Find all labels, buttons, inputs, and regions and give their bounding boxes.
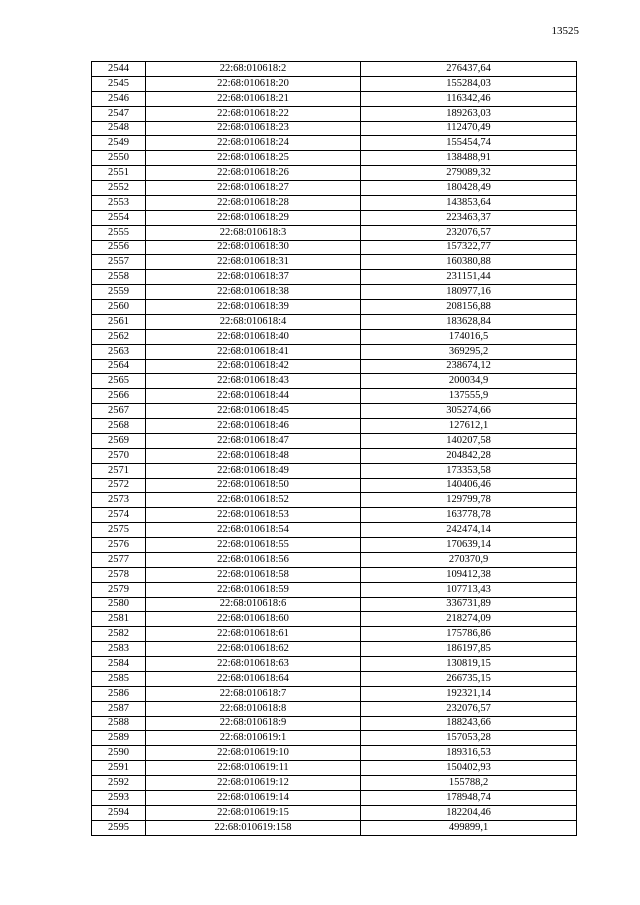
row-number-cell: 2548 xyxy=(92,121,146,136)
table-row xyxy=(92,508,577,523)
table-row xyxy=(92,166,577,181)
row-number-cell: 2550 xyxy=(92,151,146,166)
cadastral-value-cell: 208156,88 xyxy=(361,300,577,315)
row-number-cell: 2549 xyxy=(92,136,146,151)
row-number-cell: 2554 xyxy=(92,210,146,225)
row-number-cell: 2578 xyxy=(92,567,146,582)
cadastral-value-cell: 155788,2 xyxy=(361,776,577,791)
cadastral-value-cell: 160380,88 xyxy=(361,255,577,270)
cadastral-value-cell: 174016,5 xyxy=(361,329,577,344)
table-row xyxy=(92,538,577,553)
cadastral-value-cell: 150402,93 xyxy=(361,761,577,776)
cadastral-number-cell: 22:68:010618:41 xyxy=(146,344,361,359)
row-number-cell: 2574 xyxy=(92,508,146,523)
table-row xyxy=(92,91,577,106)
row-number-cell: 2589 xyxy=(92,731,146,746)
table-row xyxy=(92,686,577,701)
row-number-cell: 2581 xyxy=(92,612,146,627)
cadastral-number-cell: 22:68:010618:48 xyxy=(146,448,361,463)
row-number-cell: 2588 xyxy=(92,716,146,731)
cadastral-number-cell: 22:68:010618:29 xyxy=(146,210,361,225)
row-number-cell: 2553 xyxy=(92,195,146,210)
cadastral-value-cell: 499899,1 xyxy=(361,820,577,835)
cadastral-number-cell: 22:68:010619:158 xyxy=(146,820,361,835)
page-number: 13525 xyxy=(551,25,579,37)
cadastral-number-cell: 22:68:010619:15 xyxy=(146,805,361,820)
row-number-cell: 2565 xyxy=(92,374,146,389)
cadastral-number-cell: 22:68:010618:26 xyxy=(146,166,361,181)
table-row xyxy=(92,195,577,210)
table-row xyxy=(92,210,577,225)
cadastral-number-cell: 22:68:010618:9 xyxy=(146,716,361,731)
table-row xyxy=(92,552,577,567)
table-row xyxy=(92,136,577,151)
cadastral-number-cell: 22:68:010618:54 xyxy=(146,523,361,538)
row-number-cell: 2580 xyxy=(92,597,146,612)
row-number-cell: 2571 xyxy=(92,463,146,478)
table-body xyxy=(92,62,577,836)
row-number-cell: 2557 xyxy=(92,255,146,270)
cadastral-value-cell: 189316,53 xyxy=(361,746,577,761)
table-row xyxy=(92,314,577,329)
cadastral-value-cell: 270370,9 xyxy=(361,552,577,567)
cadastral-number-cell: 22:68:010618:50 xyxy=(146,478,361,493)
row-number-cell: 2560 xyxy=(92,300,146,315)
table-row xyxy=(92,627,577,642)
table-row xyxy=(92,478,577,493)
row-number-cell: 2572 xyxy=(92,478,146,493)
cadastral-number-cell: 22:68:010618:64 xyxy=(146,671,361,686)
cadastral-value-cell: 140207,58 xyxy=(361,433,577,448)
cadastral-value-cell: 189263,03 xyxy=(361,106,577,121)
row-number-cell: 2584 xyxy=(92,657,146,672)
cadastral-value-cell: 157053,28 xyxy=(361,731,577,746)
table-row xyxy=(92,790,577,805)
row-number-cell: 2579 xyxy=(92,582,146,597)
cadastral-value-cell: 137555,9 xyxy=(361,389,577,404)
cadastral-number-cell: 22:68:010618:27 xyxy=(146,181,361,196)
cadastral-number-cell: 22:68:010618:25 xyxy=(146,151,361,166)
cadastral-number-cell: 22:68:010618:55 xyxy=(146,538,361,553)
table-row xyxy=(92,612,577,627)
cadastral-number-cell: 22:68:010619:10 xyxy=(146,746,361,761)
cadastral-number-cell: 22:68:010618:37 xyxy=(146,270,361,285)
cadastral-number-cell: 22:68:010618:63 xyxy=(146,657,361,672)
table-row xyxy=(92,106,577,121)
cadastral-value-cell: 109412,38 xyxy=(361,567,577,582)
cadastral-number-cell: 22:68:010618:2 xyxy=(146,62,361,77)
cadastral-number-cell: 22:68:010618:46 xyxy=(146,419,361,434)
table-row xyxy=(92,716,577,731)
cadastral-value-cell: 231151,44 xyxy=(361,270,577,285)
table-row xyxy=(92,567,577,582)
table-row xyxy=(92,404,577,419)
row-number-cell: 2595 xyxy=(92,820,146,835)
cadastral-number-cell: 22:68:010618:47 xyxy=(146,433,361,448)
row-number-cell: 2562 xyxy=(92,329,146,344)
row-number-cell: 2547 xyxy=(92,106,146,121)
cadastral-value-cell: 143853,64 xyxy=(361,195,577,210)
cadastral-number-cell: 22:68:010618:52 xyxy=(146,493,361,508)
table-row xyxy=(92,776,577,791)
cadastral-value-cell: 157322,77 xyxy=(361,240,577,255)
row-number-cell: 2593 xyxy=(92,790,146,805)
cadastral-value-cell: 279089,32 xyxy=(361,166,577,181)
cadastral-number-cell: 22:68:010619:14 xyxy=(146,790,361,805)
row-number-cell: 2556 xyxy=(92,240,146,255)
cadastral-number-cell: 22:68:010618:30 xyxy=(146,240,361,255)
table-row xyxy=(92,805,577,820)
cadastral-number-cell: 22:68:010618:20 xyxy=(146,76,361,91)
table-row xyxy=(92,746,577,761)
cadastral-number-cell: 22:68:010618:56 xyxy=(146,552,361,567)
cadastral-number-cell: 22:68:010618:49 xyxy=(146,463,361,478)
table-row xyxy=(92,597,577,612)
cadastral-value-cell: 155284,03 xyxy=(361,76,577,91)
cadastral-value-cell: 180428,49 xyxy=(361,181,577,196)
row-number-cell: 2576 xyxy=(92,538,146,553)
cadastral-number-cell: 22:68:010618:7 xyxy=(146,686,361,701)
table-row xyxy=(92,62,577,77)
table-row xyxy=(92,419,577,434)
table-row xyxy=(92,76,577,91)
table-row xyxy=(92,463,577,478)
row-number-cell: 2546 xyxy=(92,91,146,106)
cadastral-number-cell: 22:68:010618:45 xyxy=(146,404,361,419)
row-number-cell: 2587 xyxy=(92,701,146,716)
row-number-cell: 2575 xyxy=(92,523,146,538)
cadastral-value-cell: 127612,1 xyxy=(361,419,577,434)
row-number-cell: 2590 xyxy=(92,746,146,761)
row-number-cell: 2561 xyxy=(92,314,146,329)
cadastral-number-cell: 22:68:010618:28 xyxy=(146,195,361,210)
cadastral-number-cell: 22:68:010619:11 xyxy=(146,761,361,776)
cadastral-value-cell: 180977,16 xyxy=(361,285,577,300)
row-number-cell: 2544 xyxy=(92,62,146,77)
table-row xyxy=(92,255,577,270)
cadastral-number-cell: 22:68:010618:42 xyxy=(146,359,361,374)
cadastral-value-cell: 140406,46 xyxy=(361,478,577,493)
cadastral-number-cell: 22:68:010618:43 xyxy=(146,374,361,389)
row-number-cell: 2592 xyxy=(92,776,146,791)
row-number-cell: 2558 xyxy=(92,270,146,285)
cadastral-value-cell: 192321,14 xyxy=(361,686,577,701)
cadastral-number-cell: 22:68:010618:60 xyxy=(146,612,361,627)
cadastral-value-cell: 112470,49 xyxy=(361,121,577,136)
cadastral-value-cell: 182204,46 xyxy=(361,805,577,820)
cadastral-value-cell: 183628,84 xyxy=(361,314,577,329)
row-number-cell: 2568 xyxy=(92,419,146,434)
cadastral-value-cell: 130819,15 xyxy=(361,657,577,672)
cadastral-number-cell: 22:68:010619:1 xyxy=(146,731,361,746)
table-row xyxy=(92,448,577,463)
row-number-cell: 2552 xyxy=(92,181,146,196)
cadastral-value-cell: 200034,9 xyxy=(361,374,577,389)
cadastral-number-cell: 22:68:010618:61 xyxy=(146,627,361,642)
cadastral-value-cell: 186197,85 xyxy=(361,642,577,657)
table-row xyxy=(92,151,577,166)
cadastral-number-cell: 22:68:010618:62 xyxy=(146,642,361,657)
row-number-cell: 2582 xyxy=(92,627,146,642)
table-row xyxy=(92,300,577,315)
row-number-cell: 2586 xyxy=(92,686,146,701)
cadastral-number-cell: 22:68:010619:12 xyxy=(146,776,361,791)
table-row xyxy=(92,523,577,538)
row-number-cell: 2545 xyxy=(92,76,146,91)
row-number-cell: 2594 xyxy=(92,805,146,820)
cadastral-value-cell: 188243,66 xyxy=(361,716,577,731)
cadastral-value-cell: 238674,12 xyxy=(361,359,577,374)
cadastral-value-cell: 129799,78 xyxy=(361,493,577,508)
cadastral-number-cell: 22:68:010618:44 xyxy=(146,389,361,404)
row-number-cell: 2591 xyxy=(92,761,146,776)
cadastral-value-cell: 336731,89 xyxy=(361,597,577,612)
cadastral-value-cell: 242474,14 xyxy=(361,523,577,538)
table-row xyxy=(92,820,577,835)
row-number-cell: 2570 xyxy=(92,448,146,463)
table-row xyxy=(92,121,577,136)
cadastral-number-cell: 22:68:010618:53 xyxy=(146,508,361,523)
table-row xyxy=(92,731,577,746)
row-number-cell: 2583 xyxy=(92,642,146,657)
cadastral-number-cell: 22:68:010618:59 xyxy=(146,582,361,597)
cadastral-number-cell: 22:68:010618:3 xyxy=(146,225,361,240)
cadastral-number-cell: 22:68:010618:21 xyxy=(146,91,361,106)
row-number-cell: 2564 xyxy=(92,359,146,374)
table-row xyxy=(92,389,577,404)
table-row xyxy=(92,374,577,389)
table-row xyxy=(92,344,577,359)
table-row xyxy=(92,657,577,672)
cadastral-value-cell: 116342,46 xyxy=(361,91,577,106)
cadastral-value-cell: 305274,66 xyxy=(361,404,577,419)
table-row xyxy=(92,181,577,196)
row-number-cell: 2559 xyxy=(92,285,146,300)
cadastral-value-cell: 163778,78 xyxy=(361,508,577,523)
cadastral-value-cell: 204842,28 xyxy=(361,448,577,463)
table-row xyxy=(92,270,577,285)
table-row xyxy=(92,701,577,716)
row-number-cell: 2555 xyxy=(92,225,146,240)
table-row xyxy=(92,493,577,508)
cadastral-value-cell: 232076,57 xyxy=(361,701,577,716)
cadastral-value-table xyxy=(91,61,577,836)
cadastral-value-cell: 223463,37 xyxy=(361,210,577,225)
cadastral-number-cell: 22:68:010618:24 xyxy=(146,136,361,151)
cadastral-number-cell: 22:68:010618:23 xyxy=(146,121,361,136)
cadastral-value-cell: 266735,15 xyxy=(361,671,577,686)
cadastral-number-cell: 22:68:010618:4 xyxy=(146,314,361,329)
cadastral-number-cell: 22:68:010618:31 xyxy=(146,255,361,270)
cadastral-value-cell: 232076,57 xyxy=(361,225,577,240)
table-row xyxy=(92,240,577,255)
cadastral-number-cell: 22:68:010618:6 xyxy=(146,597,361,612)
table-row xyxy=(92,285,577,300)
cadastral-value-cell: 218274,09 xyxy=(361,612,577,627)
table-row xyxy=(92,671,577,686)
table-row xyxy=(92,761,577,776)
row-number-cell: 2567 xyxy=(92,404,146,419)
row-number-cell: 2566 xyxy=(92,389,146,404)
cadastral-number-cell: 22:68:010618:22 xyxy=(146,106,361,121)
cadastral-value-cell: 178948,74 xyxy=(361,790,577,805)
cadastral-value-cell: 155454,74 xyxy=(361,136,577,151)
table-row xyxy=(92,359,577,374)
row-number-cell: 2569 xyxy=(92,433,146,448)
row-number-cell: 2563 xyxy=(92,344,146,359)
cadastral-number-cell: 22:68:010618:40 xyxy=(146,329,361,344)
row-number-cell: 2585 xyxy=(92,671,146,686)
row-number-cell: 2551 xyxy=(92,166,146,181)
cadastral-value-cell: 369295,2 xyxy=(361,344,577,359)
row-number-cell: 2573 xyxy=(92,493,146,508)
table-row xyxy=(92,225,577,240)
row-number-cell: 2577 xyxy=(92,552,146,567)
cadastral-number-cell: 22:68:010618:38 xyxy=(146,285,361,300)
cadastral-number-cell: 22:68:010618:58 xyxy=(146,567,361,582)
table-row xyxy=(92,433,577,448)
cadastral-number-cell: 22:68:010618:8 xyxy=(146,701,361,716)
table-row xyxy=(92,582,577,597)
cadastral-value-cell: 276437,64 xyxy=(361,62,577,77)
cadastral-value-cell: 107713,43 xyxy=(361,582,577,597)
cadastral-value-cell: 175786,86 xyxy=(361,627,577,642)
table-row xyxy=(92,329,577,344)
cadastral-value-cell: 138488,91 xyxy=(361,151,577,166)
table-row xyxy=(92,642,577,657)
cadastral-value-cell: 173353,58 xyxy=(361,463,577,478)
cadastral-number-cell: 22:68:010618:39 xyxy=(146,300,361,315)
cadastral-value-cell: 170639,14 xyxy=(361,538,577,553)
